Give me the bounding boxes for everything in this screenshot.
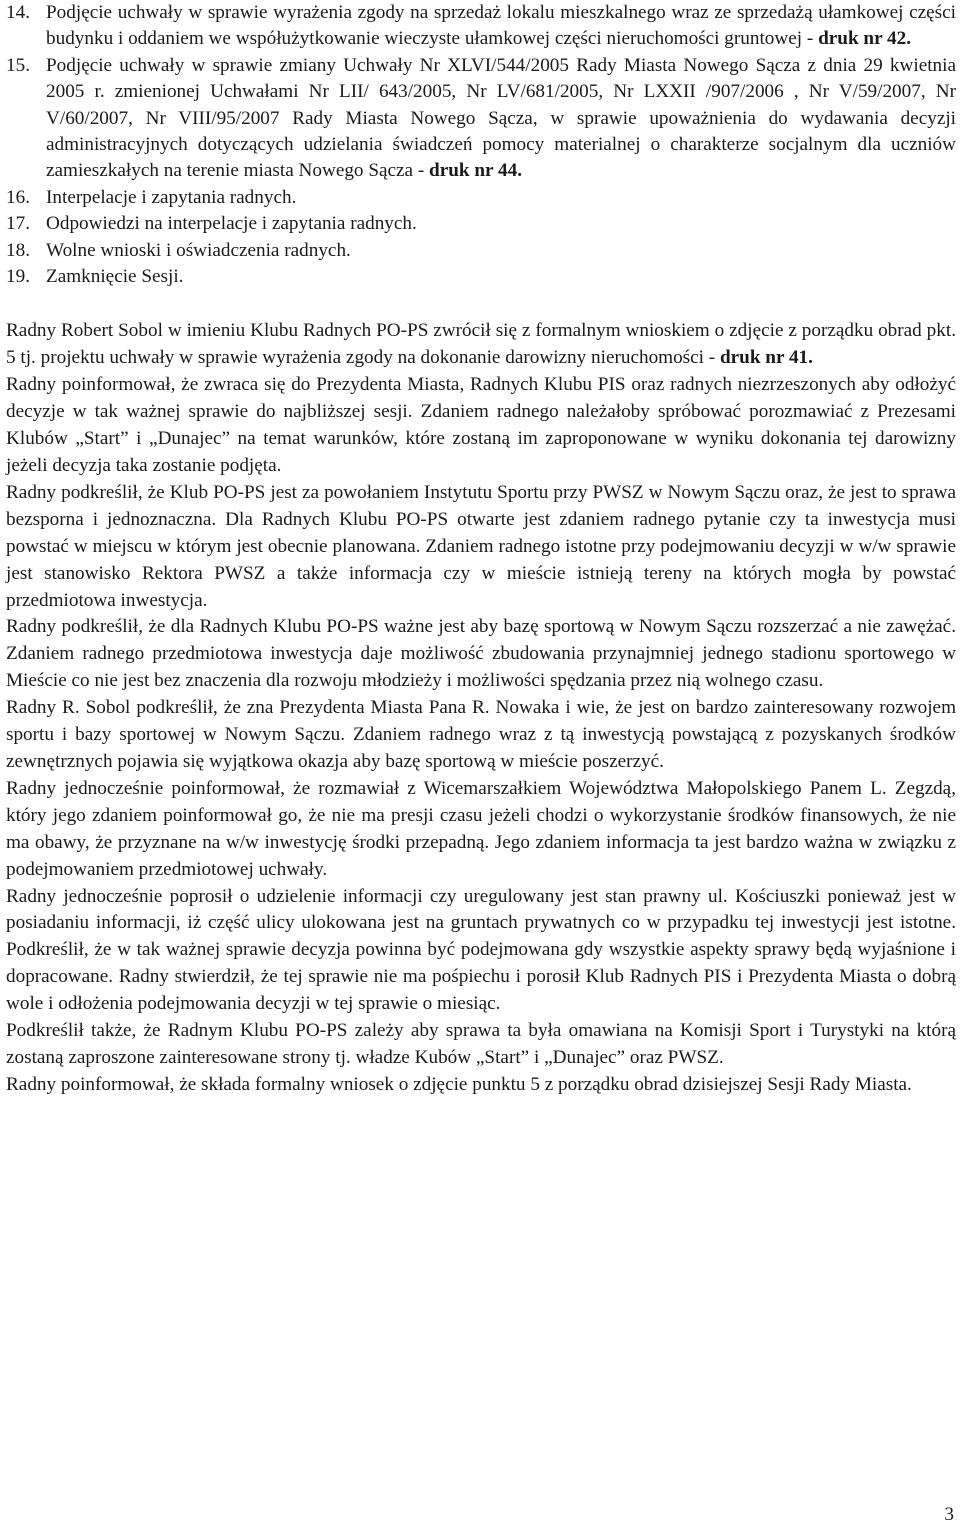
- agenda-item: [6, 264, 956, 290]
- paragraph-text: Podkreślił także, że Radnym Klubu PO-PS zależy aby sprawa ta była omawiana na Komisji Sport i Turystyki na którą zostaną zaproszone zainteresowane strony tj. władze Kubów „Start” i „Dunajec” oraz PWSZ.: [6, 1020, 956, 1068]
- minutes-body: [6, 318, 956, 1098]
- agenda-item-number: 19.: [6, 266, 30, 288]
- agenda-item-title: Zamknięcie Sesji.: [46, 266, 184, 288]
- paragraph-druk-ref: druk nr 41.: [719, 347, 813, 369]
- minutes-paragraph: [6, 1072, 956, 1099]
- agenda-item: [6, 53, 956, 185]
- agenda-item-title: Wolne wnioski i oświadczenia radnych.: [46, 239, 351, 261]
- agenda-item-number: 18.: [6, 239, 30, 261]
- document-page: [6, 0, 956, 1099]
- agenda-item: [6, 185, 956, 211]
- agenda-item-druk-ref: druk nr 42.: [818, 28, 912, 50]
- agenda-item-text: [46, 211, 956, 237]
- agenda-item-number: 15.: [6, 54, 30, 76]
- agenda-item: [6, 238, 956, 264]
- agenda-item-text: [46, 264, 956, 290]
- minutes-paragraph: [6, 372, 956, 480]
- paragraph-text: Radny poinformował, że składa formalny wniosek o zdjęcie punktu 5 z porządku obrad dzisiejszej Sesji Rady Miasta.: [6, 1073, 912, 1095]
- minutes-paragraph: [6, 318, 956, 372]
- minutes-paragraph: [6, 1018, 956, 1072]
- paragraph-text: Radny podkreślił, że Klub PO-PS jest za powołaniem Instytutu Sportu przy PWSZ w Nowym Sączu oraz, że jest to sprawa bezsporna i jednoznaczna. Dla Radnych Klubu PO-PS otwarte jest zdaniem radnego pytanie czy ta inwestycja musi powstać w miejscu w którym jest obecnie planowana. Zdaniem radnego istotne przy podejmowaniu decyzji w w/w sprawie jest stanowisko Rektora PWSZ a także informacja czy w mieście istnieją tereny na których mogła by powstać przedmiotowa inwestycja.: [6, 481, 956, 611]
- agenda-item-separator: -: [413, 160, 430, 182]
- minutes-paragraph: [6, 776, 956, 884]
- minutes-paragraph: [6, 884, 956, 1019]
- agenda-item-number: 16.: [6, 186, 30, 208]
- paragraph-text: Radny Robert Sobol w imieniu Klubu Radnych PO-PS zwrócił się z formalnym wnioskiem o zdjęcie z porządku obrad pkt. 5 tj. projektu uchwały w sprawie wyrażenia zgody na dokonanie darowizny nieruchomości -: [6, 320, 956, 369]
- paragraph-text: Radny R. Sobol podkreślił, że zna Prezydenta Miasta Pana R. Nowaka i wie, że jest on bardzo zainteresowany rozwojem sportu i bazy sportowej w Nowym Sączu. Zdaniem radnego wraz z tą inwestycją powstającą z pozyskanych środków zewnętrznych pojawia się wyjątkowa okazja aby bazę sportową w mieście poszerzyć.: [6, 697, 956, 772]
- agenda-item-druk-ref: druk nr 44.: [429, 160, 522, 182]
- minutes-paragraph: [6, 614, 956, 695]
- agenda-item-title: Podjęcie uchwały w sprawie zmiany Uchwały Nr XLVI/544/2005 Rady Miasta Nowego Sącza z dnia 29 kwietnia 2005 r. zmienionej Uchwałami Nr LII/ 643/2005, Nr LV/681/2005, Nr LXXII /907/2006 , Nr V/59/2007, Nr V/60/2007, Nr VIII/95/2007 Rady Miasta Nowego Sącza, w sprawie upoważnienia do wydawania decyzji administracyjnych dotyczących udzielania świadczeń pomocy materialnej o charakterze socjalnym dla uczniów zamieszkałych na terenie miasta Nowego Sącza: [46, 54, 956, 182]
- section-gap: [6, 290, 956, 318]
- agenda-item-text: [46, 185, 956, 211]
- agenda-list: [6, 0, 956, 290]
- agenda-item-number: 17.: [6, 213, 30, 235]
- agenda-item-text: [46, 53, 956, 185]
- agenda-item-text: [46, 238, 956, 264]
- paragraph-text: Radny poinformował, że zwraca się do Prezydenta Miasta, Radnych Klubu PIS oraz radnych niezrzeszonych aby odłożyć decyzje w tak ważnej sprawie do najbliższej sesji. Zdaniem radnego należałoby spróbować porozmawiać z Prezesami Klubów „Start” i „Dunajec” na temat warunków, które zostaną im zaproponowane w wyniku dokonania tej darowizny jeżeli decyzja taka zostanie podjęta.: [6, 374, 956, 476]
- minutes-paragraph: [6, 695, 956, 776]
- agenda-item: [6, 0, 956, 53]
- minutes-paragraph: [6, 480, 956, 615]
- agenda-item: [6, 211, 956, 237]
- paragraph-text: Radny jednocześnie poprosił o udzielenie informacji czy uregulowany jest stan prawny ul. Kościuszki ponieważ jest w posiadaniu informacji, iż część ulicy ulokowana jest na gruntach prywatnych co w przypadku tej inwestycji jest istotne. Podkreślił, że w tak ważnej sprawie decyzja powinna być podejmowana gdy wszystkie aspekty sprawy będą wyjaśnione i dopracowane. Radny stwierdził, że tej sprawie nie ma pośpiechu i porosił Klub Radnych PIS i Prezydenta Miasta o dobrą wole i odłożenia podejmowania decyzji w tej sprawie o miesiąc.: [6, 885, 956, 1015]
- paragraph-text: Radny podkreślił, że dla Radnych Klubu PO-PS ważne jest aby bazę sportową w Nowym Sączu rozszerzać a nie zawężać. Zdaniem radnego przedmiotowa inwestycja daje możliwość zbudowania przynajmniej jednego stadionu sportowego w Mieście co nie jest bez znaczenia dla rozwoju młodzieży i możliwości spędzania przez nią wolnego czasu.: [6, 616, 956, 692]
- agenda-item-title: Podjęcie uchwały w sprawie wyrażenia zgody na sprzedaż lokalu mieszkalnego wraz ze sprzedażą ułamkowej części budynku i oddaniem we współużytkowanie wieczyste ułamkowej części nieruchomości gruntowej: [46, 2, 956, 50]
- agenda-item-number: 14.: [6, 2, 30, 23]
- page-number: 3: [944, 1504, 954, 1525]
- agenda-item-separator: -: [802, 28, 819, 50]
- agenda-item-text: [46, 0, 956, 53]
- agenda-item-title: Interpelacje i zapytania radnych.: [46, 186, 297, 208]
- paragraph-text: Radny jednocześnie poinformował, że rozmawiał z Wicemarszałkiem Województwa Małopolskiego Panem L. Zegzdą, który jego zdaniem poinformował go, że nie ma presji czasu jeżeli chodzi o wykorzystanie środków finansowych, że nie ma obawy, że przyznane na w/w inwestycję środki przepadną. Jego zdaniem informacja ta jest bardzo ważna w związku z podejmowaniem przedmiotowej uchwały.: [6, 777, 956, 880]
- agenda-item-title: Odpowiedzi na interpelacje i zapytania radnych.: [46, 213, 417, 235]
